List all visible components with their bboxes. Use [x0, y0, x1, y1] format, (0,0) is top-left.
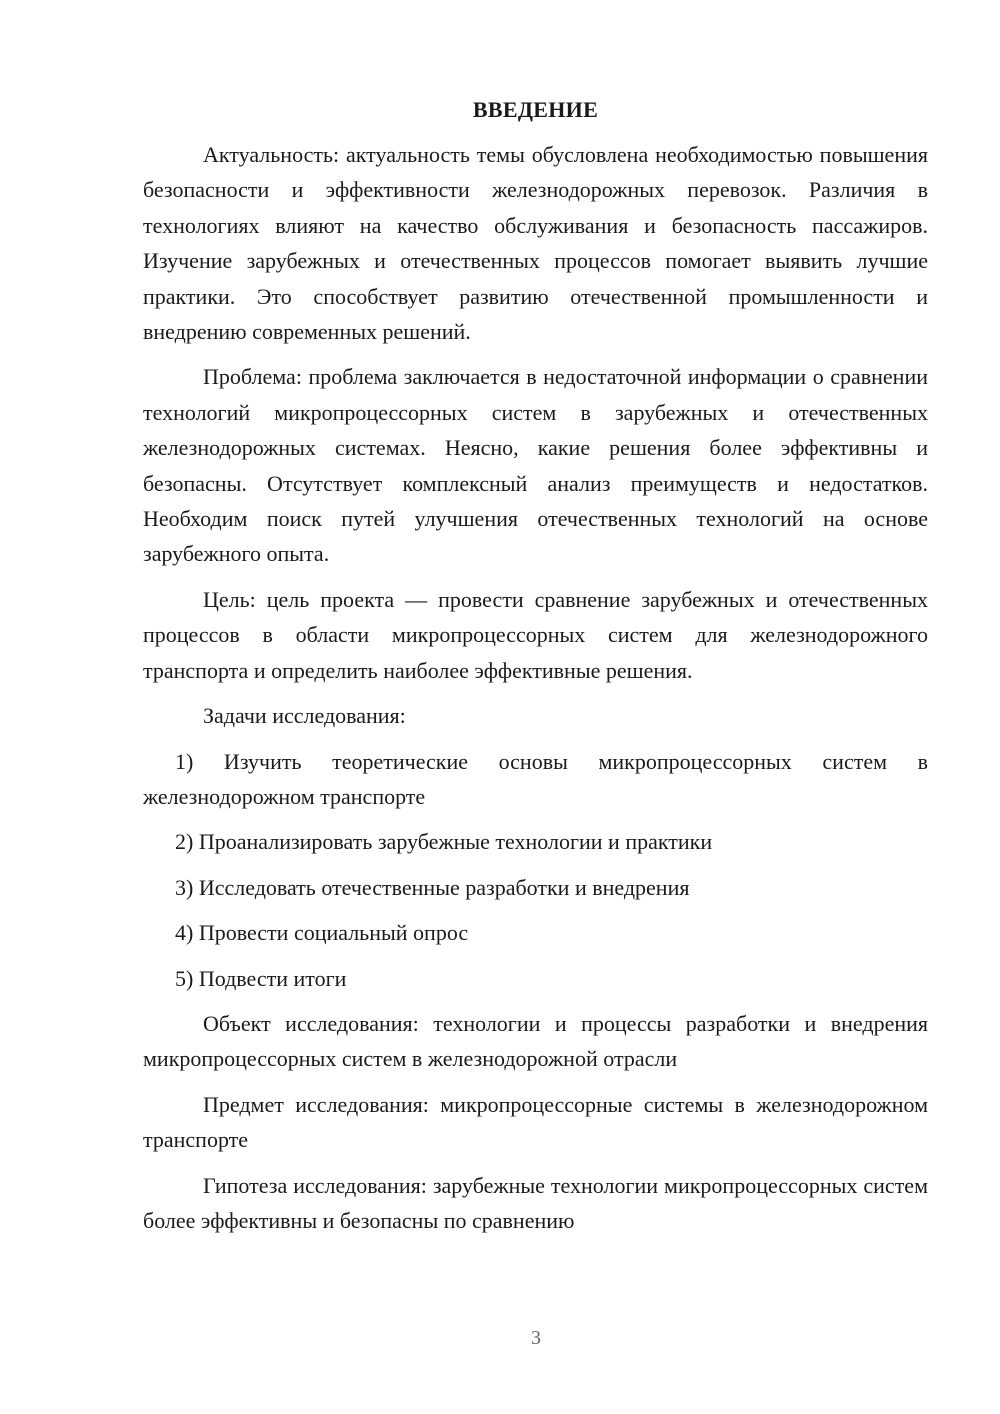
task-item-2: 2) Проанализировать зарубежные технологии и практики — [175, 829, 713, 855]
subject-paragraph: Предмет исследования: микропроцессорные системы в железнодорожном транспорте — [143, 1091, 928, 1153]
task-item-3: 3) Исследовать отечественные разработки и внедрения — [175, 874, 690, 900]
document-page — [143, 92, 928, 1248]
tasks-title: Задачи исследования: — [203, 703, 406, 729]
goal-paragraph: Цель: цель проекта — провести сравнение зарубежных и отечественных процессов в области микропроцессорных систем для железнодорожного транспорта и определить наиболее эффективные решения. — [143, 586, 928, 683]
problem-paragraph: Проблема: проблема заключается в недостаточной информации о сравнении технологий микропроцессорных систем в зарубежных и отечественных железнодорожных системах. Неясно, какие решения более эффективны и безопасны. Отсутствует комплексный анализ преимуществ и недостатков. Необходим поиск путей улучшения отечественных технологий на основе зарубежного опыта. — [143, 364, 928, 567]
page-number: 3 — [531, 1327, 541, 1349]
task-item-4: 4) Провести социальный опрос — [175, 920, 469, 946]
task-item-1: 1) Изучить теоретические основы микропроцессорных систем в железнодорожном транспорте — [143, 748, 928, 809]
section-heading: ВВЕДЕНИЕ — [472, 97, 599, 122]
task-item-5: 5) Подвести итоги — [175, 965, 347, 991]
relevance-paragraph: Актуальность: актуальность темы обусловлена необходимостью повышения безопасности и эффективности железнодорожных перевозок. Различия в технологиях влияют на качество обслуживания и безопасность пассажиров. Изучение зарубежных и отечественных процессов помогает выявить лучшие практики. Это способствует развитию отечественной промышленности и внедрению современных решений. — [143, 142, 928, 345]
hypothesis-paragraph: Гипотеза исследования: зарубежные технологии микропроцессорных систем более эффективны и безопасны по сравнению — [143, 1172, 928, 1233]
object-paragraph: Объект исследования: технологии и процессы разработки и внедрения микропроцессорных систем в железнодорожной отрасли — [143, 1010, 928, 1072]
